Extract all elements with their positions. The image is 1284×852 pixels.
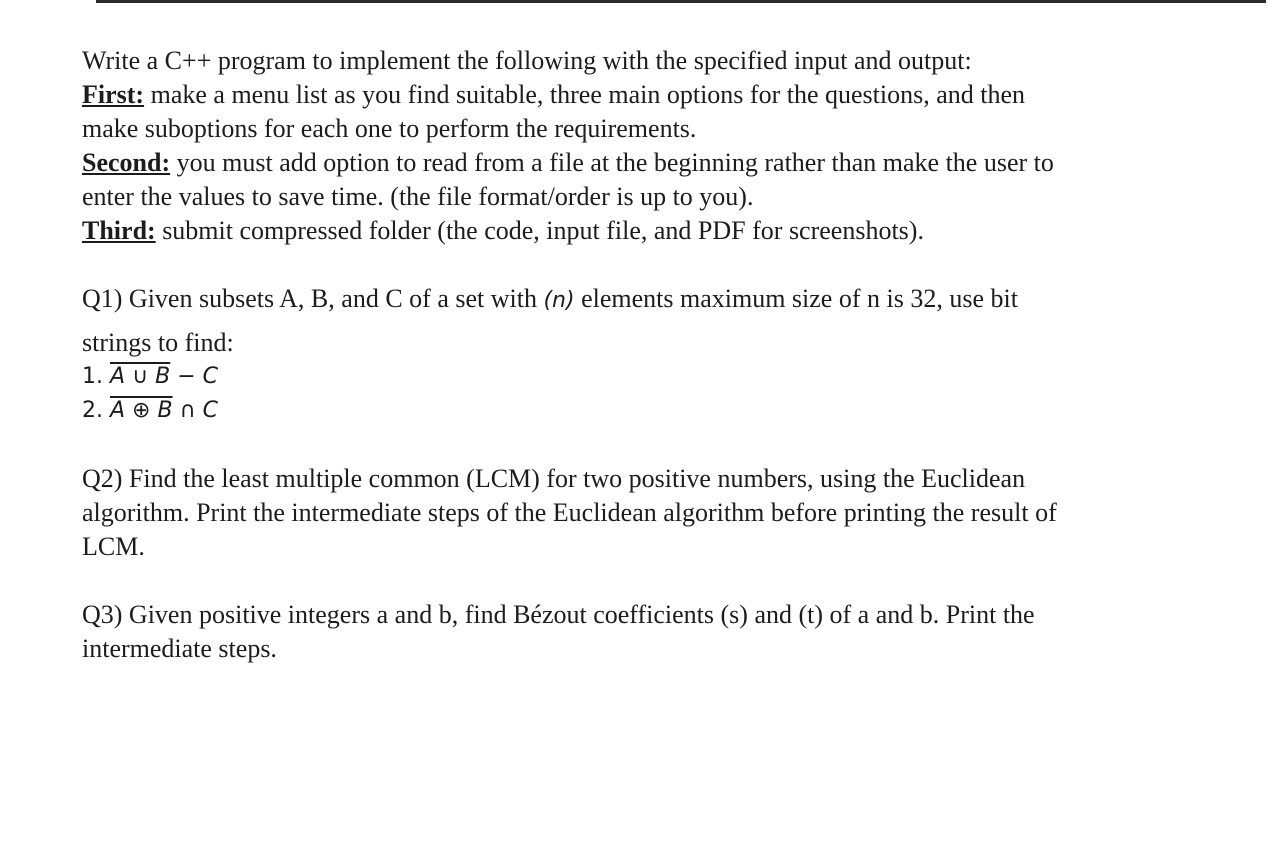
q1-text-post: elements maximum size of n is 32, use bit	[574, 284, 1018, 313]
q3-line-2: intermediate steps.	[82, 634, 277, 663]
q1-item-1-number: 1.	[82, 364, 103, 389]
assignment-document	[82, 44, 1262, 666]
q1-text-pre: Q1) Given subsets A, B, and C of a set with	[82, 284, 544, 313]
q1-item-1-overlined-expression: A ∪ B	[110, 364, 171, 389]
first-text-2: make suboptions for each one to perform the requirements.	[82, 114, 697, 143]
q2-line-2: algorithm. Print the intermediate steps of the Euclidean algorithm before printing the result of	[82, 498, 1057, 527]
third-text-1: submit compressed folder (the code, input file, and PDF for screenshots).	[155, 216, 924, 245]
q1-question	[82, 282, 1262, 318]
q1-var-n: (n)	[543, 288, 575, 313]
q1-line-2: strings to find:	[82, 328, 234, 357]
q1-item-2	[82, 394, 1262, 428]
q3-line-1: Q3) Given positive integers a and b, find Bézout coefficients (s) and (t) of a and b. Print the	[82, 600, 1035, 629]
q1-item-1-rest: − C	[170, 364, 219, 389]
second-text-1: you must add option to read from a file at the beginning rather than make the user to	[170, 148, 1054, 177]
second-text-2: enter the values to save time. (the file format/order is up to you).	[82, 182, 754, 211]
second-requirement	[82, 146, 1262, 180]
first-requirement	[82, 78, 1262, 112]
q1-item-2-overlined-expression: A ⊕ B	[110, 398, 173, 423]
top-border-rule	[96, 0, 1266, 3]
spacer	[82, 248, 1262, 282]
spacer	[82, 428, 1262, 462]
q1-item-1	[82, 360, 1262, 394]
q2-line-1: Q2) Find the least multiple common (LCM) for two positive numbers, using the Euclidean	[82, 464, 1026, 493]
second-label: Second:	[82, 148, 171, 177]
first-text-1: make a menu list as you find suitable, three main options for the questions, and then	[144, 80, 1026, 109]
q1-item-2-rest: ∩ C	[172, 398, 219, 423]
q1-item-2-number: 2.	[82, 398, 103, 423]
spacer	[82, 564, 1262, 598]
intro-line: Write a C++ program to implement the following with the specified input and output:	[82, 46, 972, 75]
third-requirement	[82, 214, 1262, 248]
first-label: First:	[82, 80, 145, 109]
q2-line-3: LCM.	[82, 532, 145, 561]
third-label: Third:	[82, 216, 156, 245]
